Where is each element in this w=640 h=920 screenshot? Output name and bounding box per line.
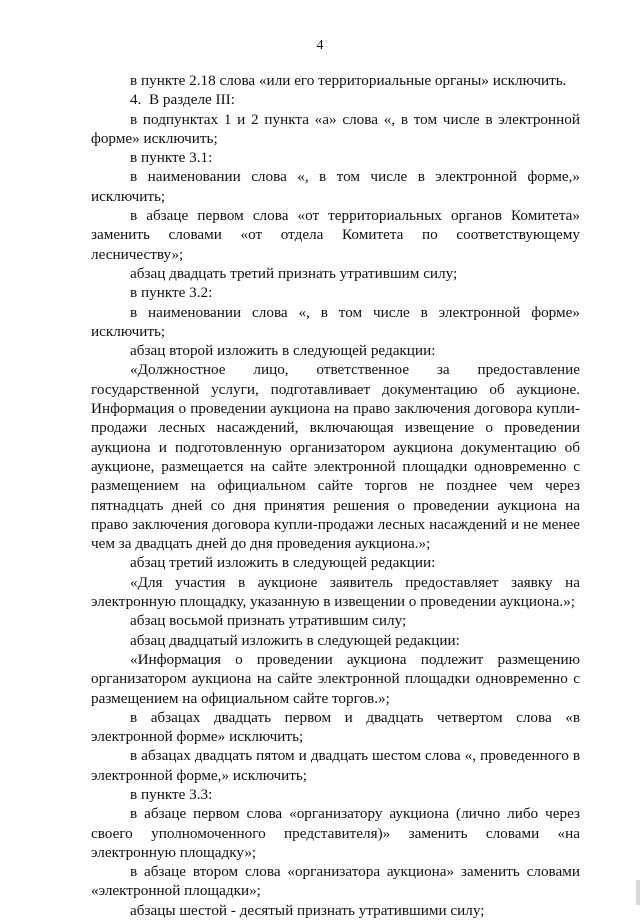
paragraph-15: абзац двадцатый изложить в следующей редакции: (130, 631, 460, 649)
paragraph-4: в пункте 3.1: (130, 149, 213, 167)
scan-edge-mark (636, 880, 640, 905)
paragraph-16: «Информация о проведении аукциона подлежит размещению организатором аукциона на сайте электронной площадки одновременно с размещением на официальном сайте торгов.»; (91, 650, 580, 707)
paragraph-14: абзац восьмой признать утратившим силу; (130, 612, 407, 630)
paragraph-3: в подпунктах 1 и 2 пункта «а» слова «, в том числе в электронной форме» исключить; (91, 110, 580, 147)
paragraph-17: в абзацах двадцать первом и двадцать четвертом слова «в электронной форме» исключить; (91, 708, 580, 746)
paragraph-21: в абзаце втором слова «организатора аукциона» заменить словами «электронной площадки»; (91, 863, 580, 900)
paragraph-12: абзац третий изложить в следующей редакции: (130, 554, 436, 572)
paragraph-20: в абзаце первом слова «организатору аукциона (лично либо через своего уполномоченного представителя)» заменить словами «на электронную площадку»; (91, 805, 580, 861)
paragraph-13: «Для участия в аукционе заявитель предоставляет заявку на электронную площадку, указанную в извещении о проведении аукциона.»; (91, 573, 580, 611)
paragraph-18: в абзацах двадцать пятом и двадцать шестом слова «, проведенного в электронной форме,» исключить; (91, 747, 580, 784)
paragraph-19: в пункте 3.3: (130, 785, 213, 803)
paragraph-9: в наименовании слова «, в том числе в электронной форме» исключить; (91, 303, 580, 340)
paragraph-8: в пункте 3.2: (130, 284, 213, 302)
paragraph-2: 4. В разделе III: (130, 91, 235, 109)
paragraph-22: абзацы шестой - десятый признать утратившими силу; (130, 901, 485, 919)
paragraph-5: в наименовании слова «, в том числе в электронной форме,» исключить; (91, 168, 580, 205)
paragraph-10: абзац второй изложить в следующей редакции: (130, 342, 436, 360)
document-body (91, 71, 580, 920)
paragraph-1: в пункте 2.18 слова «или его территориальные органы» исключить. (130, 72, 567, 89)
page-number: 4 (316, 38, 324, 53)
paragraph-11: «Должностное лицо, ответственное за предоставление государственной услуги, подготавливает документацию об аукционе. Информация о проведении аукциона на право заключения договора купли-продажи лесных насаждений, включающая извещение о проведении аукциона и подготовленную организатором аукциона документацию об аукционе, размещается на сайте электронной площадки одновременно с размещением на официальном сайте торгов не позднее чем через пятнадцать дней со дня принятия решения о проведении аукциона на право заключения договора купли-продажи лесных насаждений и не менее чем за двадцать дней до дня проведения аукциона.»; (91, 361, 580, 553)
paragraph-7: абзац двадцать третий признать утратившим силу; (130, 264, 458, 282)
paragraph-6: в абзаце первом слова «от территориальных органов Комитета» заменить словами «от отдела Комитета по соответствующему лесничеству»; (91, 207, 580, 263)
